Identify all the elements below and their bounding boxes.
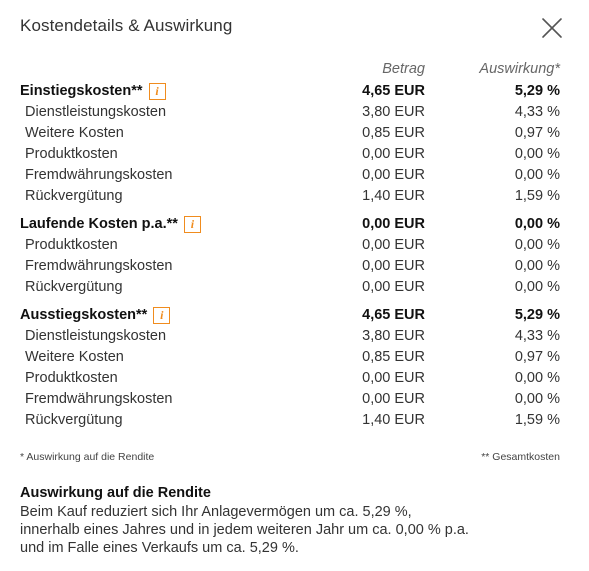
table-row [20, 389, 560, 410]
section-label-text: Ausstiegskosten** [20, 307, 148, 323]
section-label [20, 214, 201, 235]
table-row [20, 277, 560, 298]
close-icon [538, 14, 566, 42]
row-label: Dienstleistungskosten [25, 328, 167, 344]
table-row [20, 326, 560, 347]
summary-line: innerhalb eines Jahres und in jedem weiteren Jahr um ca. 0,00 % p.a. [20, 522, 469, 538]
close-button[interactable] [538, 14, 566, 42]
dialog-title: Kostendetails & Auswirkung [20, 16, 233, 35]
section-label-text: Laufende Kosten p.a.** [20, 216, 178, 232]
table-row [20, 165, 560, 186]
section-impact: 5,29 % [514, 83, 560, 99]
row-amount: 1,40 EUR [362, 188, 425, 204]
table-row [20, 186, 560, 207]
table-row [20, 144, 560, 165]
row-label: Dienstleistungskosten [25, 104, 167, 120]
row-amount: 0,00 EUR [362, 237, 425, 253]
row-amount: 0,00 EUR [362, 391, 425, 407]
section-gap [20, 298, 560, 305]
row-amount: 0,00 EUR [362, 167, 425, 183]
row-impact: 0,00 % [514, 237, 560, 253]
section-running-costs [20, 214, 560, 235]
row-impact: 4,33 % [514, 328, 560, 344]
row-label: Fremdwährungskosten [25, 258, 173, 274]
row-amount: 0,00 EUR [362, 258, 425, 274]
row-label: Fremdwährungskosten [25, 391, 173, 407]
summary-line: und im Falle eines Verkaufs um ca. 5,29 %. [20, 540, 299, 556]
section-amount: 4,65 EUR [362, 307, 425, 323]
info-icon[interactable]: i [184, 216, 201, 233]
row-impact: 1,59 % [514, 188, 560, 204]
row-impact: 0,00 % [514, 279, 560, 295]
row-label: Rückvergütung [25, 412, 123, 428]
table-row [20, 347, 560, 368]
row-label: Produktkosten [25, 146, 118, 162]
row-amount: 1,40 EUR [362, 412, 425, 428]
row-label: Produktkosten [25, 237, 118, 253]
section-amount: 0,00 EUR [362, 216, 425, 232]
section-label [20, 305, 170, 326]
row-impact: 0,00 % [514, 146, 560, 162]
table-row [20, 256, 560, 277]
footnote-impact: * Auswirkung auf die Rendite [20, 451, 155, 463]
summary-line: Beim Kauf reduziert sich Ihr Anlagevermögen um ca. 5,29 %, [20, 504, 412, 520]
column-header-amount: Betrag [382, 61, 425, 77]
row-amount: 0,00 EUR [362, 370, 425, 386]
row-amount: 0,85 EUR [362, 125, 425, 141]
row-amount: 0,85 EUR [362, 349, 425, 365]
row-label: Fremdwährungskosten [25, 167, 173, 183]
row-impact: 0,00 % [514, 258, 560, 274]
section-impact: 5,29 % [514, 307, 560, 323]
section-entry-costs [20, 81, 560, 102]
row-impact: 0,97 % [514, 349, 560, 365]
table-row [20, 368, 560, 389]
row-label: Weitere Kosten [25, 125, 124, 141]
row-label: Produktkosten [25, 370, 118, 386]
row-label: Weitere Kosten [25, 349, 124, 365]
section-exit-costs [20, 305, 560, 326]
row-impact: 0,00 % [514, 370, 560, 386]
row-amount: 0,00 EUR [362, 279, 425, 295]
section-impact: 0,00 % [514, 216, 560, 232]
row-impact: 4,33 % [514, 104, 560, 120]
row-label: Rückvergütung [25, 279, 123, 295]
row-impact: 0,00 % [514, 391, 560, 407]
table-row [20, 123, 560, 144]
summary-text [20, 503, 469, 557]
info-icon[interactable]: i [149, 83, 166, 100]
table-row [20, 410, 560, 431]
section-amount: 4,65 EUR [362, 83, 425, 99]
cost-table [20, 61, 560, 431]
table-row [20, 235, 560, 256]
summary-title: Auswirkung auf die Rendite [20, 485, 211, 501]
section-label-text: Einstiegskosten** [20, 83, 143, 99]
table-row [20, 102, 560, 123]
row-impact: 0,00 % [514, 167, 560, 183]
column-header-impact: Auswirkung* [479, 61, 560, 77]
footnote-total: ** Gesamtkosten [481, 451, 560, 463]
row-label: Rückvergütung [25, 188, 123, 204]
row-amount: 3,80 EUR [362, 328, 425, 344]
section-label [20, 81, 166, 102]
row-impact: 0,97 % [514, 125, 560, 141]
row-amount: 0,00 EUR [362, 146, 425, 162]
info-icon[interactable]: i [153, 307, 170, 324]
section-gap [20, 207, 560, 214]
row-impact: 1,59 % [514, 412, 560, 428]
table-header [20, 61, 560, 81]
row-amount: 3,80 EUR [362, 104, 425, 120]
